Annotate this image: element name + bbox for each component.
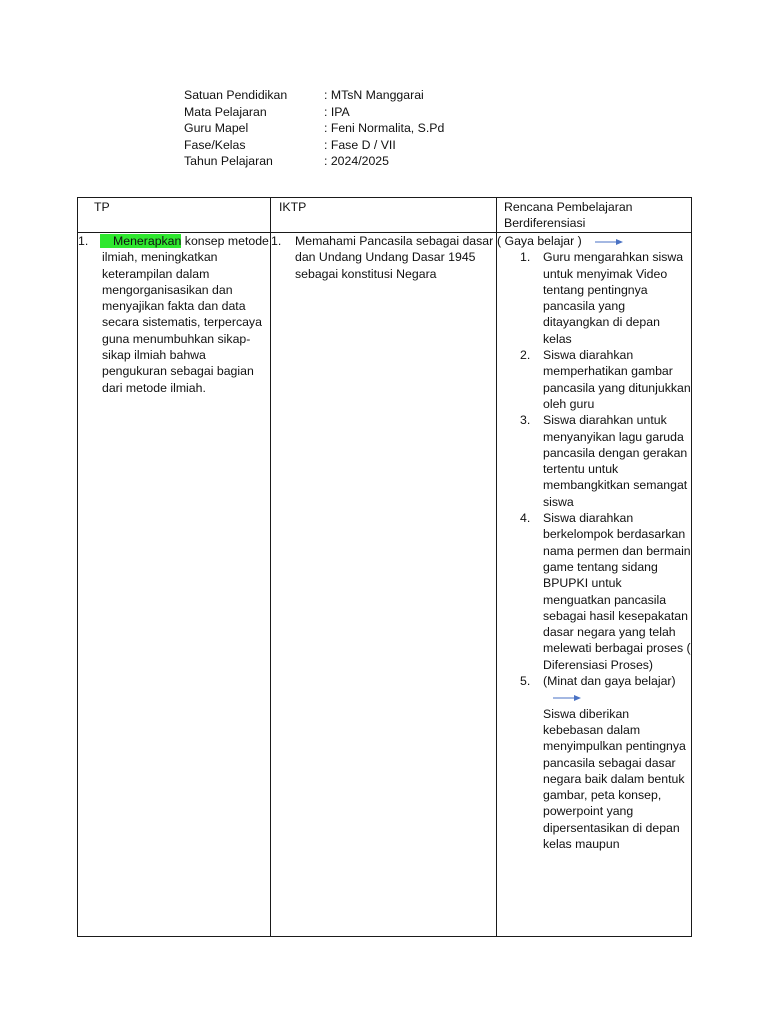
- table-header-row: [78, 198, 692, 233]
- header-row-tahun: [184, 153, 444, 170]
- list-number: 1.: [78, 234, 89, 248]
- arrow-right-icon: [595, 239, 623, 245]
- list-number: 5.: [520, 674, 531, 689]
- header-row-mapel: [184, 104, 444, 121]
- header-value: : Feni Normalita, S.Pd: [324, 121, 445, 135]
- header-value: : Fase D / VII: [324, 137, 396, 152]
- tp-item: [78, 233, 270, 396]
- header-label: Fase/Kelas: [184, 137, 246, 152]
- header-row-satuan: [184, 87, 444, 104]
- list-item-text: Guru mengarahkan siswa untuk menyimak Video tentang pentingnya pancasila yang ditayangkan di depan kelas: [543, 250, 684, 346]
- list-item: [520, 673, 691, 852]
- header-value: : IPA: [324, 104, 350, 119]
- list-item: [520, 510, 691, 673]
- intro-text: ( Gaya belajar ): [497, 234, 582, 248]
- list-item-text: Siswa diarahkan untuk menyanyikan lagu garuda pancasila dengan gerakan tertentu untuk membangkitkan semangat siswa: [543, 413, 688, 509]
- list-item: [520, 249, 691, 347]
- item5-title: (Minat dan gaya belajar): [543, 674, 676, 689]
- list-number: 2.: [520, 348, 531, 363]
- list-item: [520, 412, 691, 510]
- tp-body: konsep metode ilmiah, meningkatkan keterampilan dalam mengorganisasikan dan menyajikan fakta dan data secara sistematis, terpercaya guna menumbuhkan sikap-sikap ilmiah bahwa pengukuran sebagai bagian dari metode ilmiah.: [102, 234, 269, 395]
- list-number: 4.: [520, 511, 531, 526]
- list-item-text: Siswa diarahkan memperhatikan gambar pancasila yang ditunjukkan oleh guru: [543, 348, 691, 411]
- tp-text: [102, 233, 270, 396]
- document-header: [184, 87, 444, 170]
- list-number: 3.: [520, 413, 531, 428]
- iktp-cell: [271, 233, 497, 937]
- learning-plan-table: [77, 197, 692, 937]
- header-row-guru: [184, 120, 444, 137]
- item5-text: Siswa diberikan kebebasan dalam menyimpulkan pentingnya pancasila sebagai dasar negara baik dalam bentuk gambar, peta konsep, powerpoint yang dipersentasikan di depan kelas maupun: [543, 706, 686, 851]
- header-value: : MTsN Manggarai: [324, 88, 424, 102]
- rencana-intro: [497, 233, 691, 249]
- list-number: 1.: [271, 234, 282, 248]
- arrow-right-icon: [553, 695, 581, 701]
- header-row-fase: [184, 137, 444, 154]
- tp-cell: [78, 233, 271, 937]
- table-row: [78, 233, 692, 937]
- list-item: [520, 347, 691, 412]
- header-label: Guru Mapel: [184, 121, 249, 135]
- rencana-list: [497, 249, 691, 852]
- header-iktp: IKTP: [271, 198, 497, 233]
- list-item-text: [543, 673, 691, 852]
- list-item-text: Siswa diarahkan berkelompok berdasarkan nama permen dan bermain game tentang sidang BPUPKI untuk menguatkan pancasila sebagai hasil kesepakatan dasar negara yang telah melewati berbagai proses ( Diferensiasi Proses): [543, 511, 691, 672]
- header-value: : 2024/2025: [324, 154, 389, 168]
- highlighted-word: Menerapkan: [100, 234, 181, 248]
- iktp-text: Memahami Pancasila sebagai dasar dan Undang Undang Dasar 1945 sebagai konstitusi Negara: [295, 234, 494, 281]
- rencana-cell: [497, 233, 692, 937]
- iktp-item: [271, 233, 496, 282]
- header-rencana: Rencana Pembelajaran Berdiferensiasi: [497, 198, 692, 233]
- header-label: Mata Pelajaran: [184, 104, 267, 119]
- header-tp: TP: [78, 198, 271, 233]
- list-number: 1.: [520, 250, 531, 265]
- header-label: Tahun Pelajaran: [184, 154, 273, 168]
- header-label: Satuan Pendidikan: [184, 88, 288, 102]
